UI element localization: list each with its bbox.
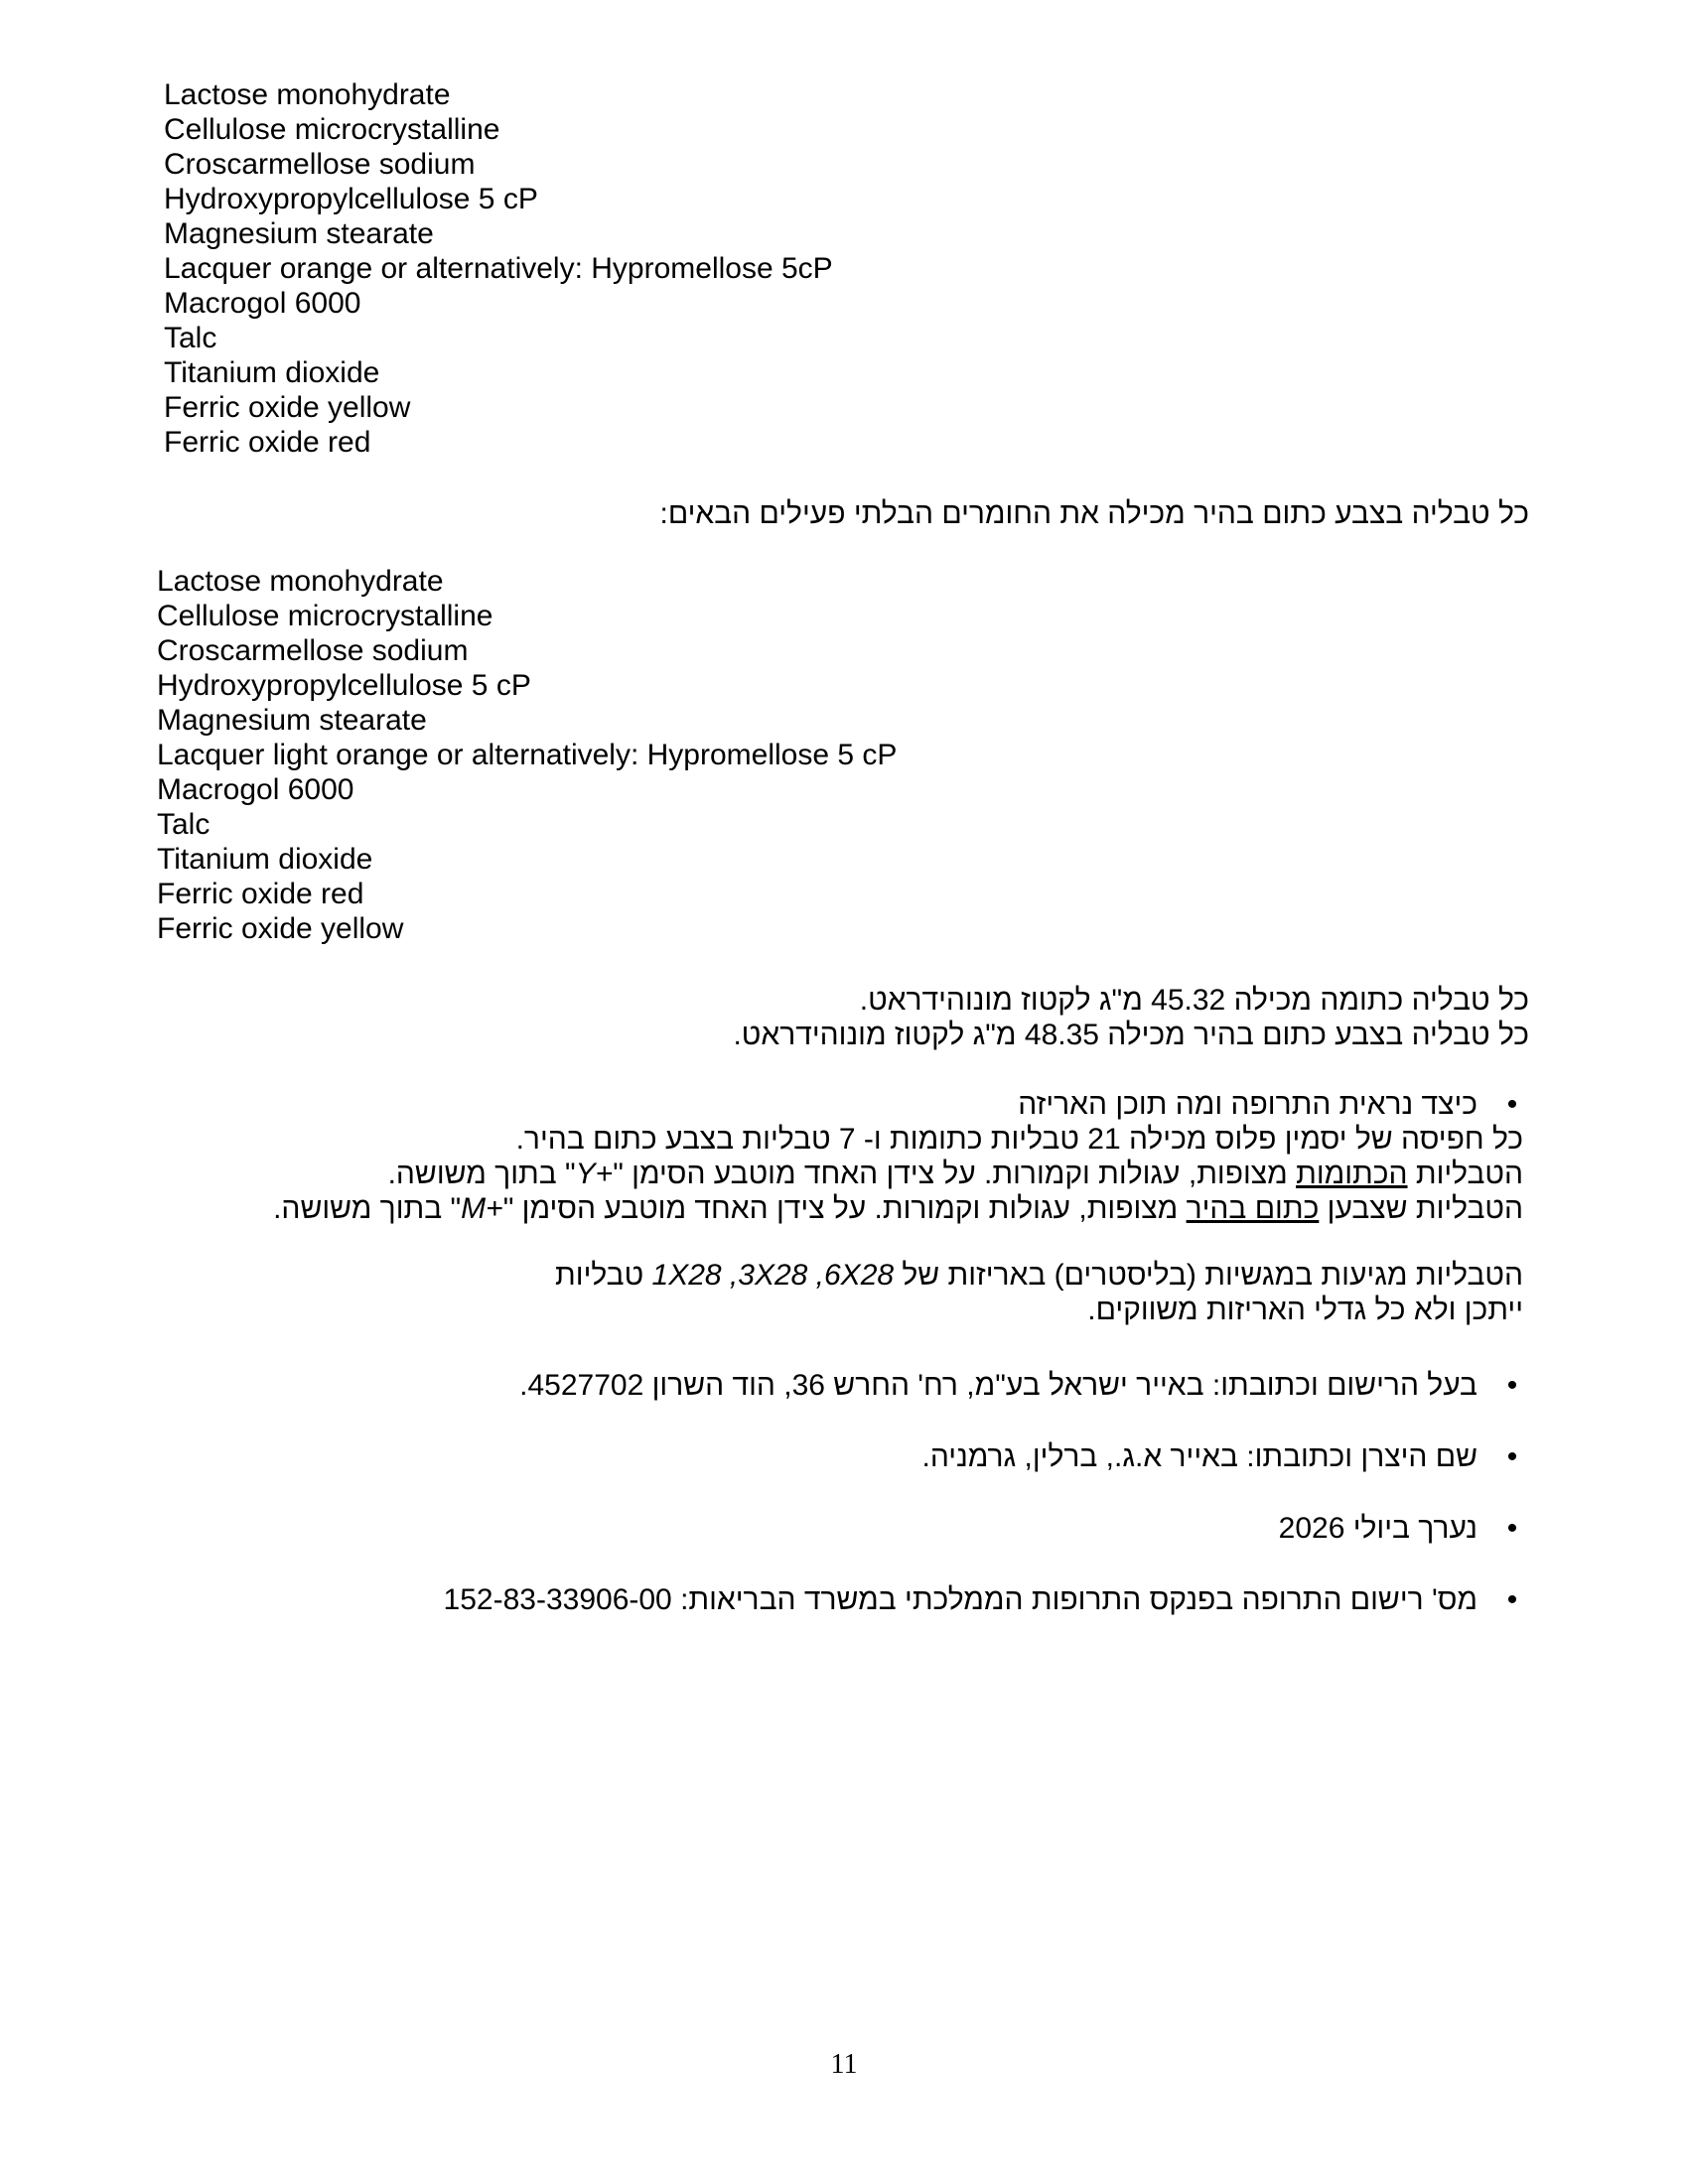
bullet-icon: •: [1506, 1088, 1518, 1121]
bullet-icon: •: [1506, 1440, 1518, 1473]
edited-date: [1279, 1511, 1523, 1546]
registration-number: [444, 1582, 1523, 1617]
ingredients-list-light-orange: [157, 564, 897, 946]
ingredient-item: Cellulose microcrystalline: [164, 113, 500, 146]
text-run: הטבליות: [1407, 1158, 1523, 1190]
appearance-title: כיצד נראית התרופה ומה תוכן האריזה: [1018, 1088, 1477, 1121]
imprint-mark: Y+: [575, 1158, 614, 1190]
text-run: מצופות, עגולות וקמורות. על צידן האחד מוטבע הסימן ": [502, 1192, 1187, 1225]
imprint-mark: M+: [461, 1192, 503, 1225]
pack-sizes-line: [555, 1258, 1523, 1293]
lactose-light-orange: כל טבליה בצבע כתום בהיר מכילה 48.35 מ"ג לקטוז מונוהידראט.: [733, 1019, 1529, 1051]
pack-size-values: 1X28 ,3X28 ,6X28: [651, 1259, 895, 1292]
ingredient-item: Cellulose microcrystalline: [157, 600, 493, 632]
appearance-body: [273, 1122, 1523, 1226]
appearance-light-orange: [273, 1191, 1523, 1226]
pack-sizes-note: ייתכן ולא כל גדלי האריזות משווקים.: [1087, 1294, 1523, 1326]
text-run: מצופות, עגולות וקמורות. על צידן האחד מוטבע הסימן ": [613, 1158, 1297, 1190]
edited-text: נערך ביולי 2026: [1278, 1512, 1477, 1545]
ingredient-item: Talc: [157, 808, 211, 841]
page-number: 11: [830, 2049, 858, 2080]
underlined-text: הכתומות: [1296, 1158, 1408, 1190]
bullet-icon: •: [1506, 1583, 1518, 1616]
appearance-section: [1018, 1087, 1523, 1122]
registration-holder: [519, 1368, 1523, 1403]
intro-light-orange: כל טבליה בצבע כתום בהיר מכילה את החומרים הבלתי פעילים הבאים:: [659, 497, 1529, 530]
ingredients-list-orange: [164, 77, 833, 460]
bullet-icon: •: [1506, 1512, 1518, 1545]
text-run: " בתוך משושה.: [273, 1192, 462, 1225]
ingredient-item: Magnesium stearate: [164, 217, 434, 250]
ingredient-item: Croscarmellose sodium: [164, 148, 476, 181]
ingredient-item: Magnesium stearate: [157, 704, 427, 737]
ingredient-item: Lactose monohydrate: [157, 565, 444, 598]
text-run: הטבליות מגיעות במגשיות (בליסטרים) באריזות של: [894, 1259, 1523, 1292]
pack-sizes: [555, 1258, 1523, 1327]
ingredient-item: Titanium dioxide: [157, 843, 373, 876]
ingredient-item: Titanium dioxide: [164, 356, 380, 389]
ingredient-item: Lacquer light orange or alternatively: Hypromellose 5 cP: [157, 739, 898, 771]
ingredient-item: Lactose monohydrate: [164, 78, 451, 111]
ingredient-item: Lacquer orange or alternatively: Hypromellose 5cP: [164, 252, 833, 285]
ingredient-item: Ferric oxide yellow: [157, 912, 404, 945]
ingredient-item: Ferric oxide red: [164, 426, 371, 459]
text-run: טבליות: [555, 1259, 652, 1292]
ingredient-item: Hydroxypropylcellulose 5 cP: [164, 183, 538, 215]
ingredient-item: Ferric oxide red: [157, 878, 364, 910]
bullet-icon: •: [1506, 1369, 1518, 1402]
manufacturer-text: שם היצרן וכתובתו: באייר א.ג., ברלין, גרמניה.: [921, 1440, 1477, 1473]
ingredient-item: Ferric oxide yellow: [164, 391, 411, 424]
ingredient-item: Croscarmellose sodium: [157, 634, 469, 667]
lactose-content: [733, 983, 1529, 1052]
ingredient-item: Hydroxypropylcellulose 5 cP: [157, 669, 531, 702]
registration-text: מס' רישום התרופה בפנקס התרופות הממלכתי במשרד הבריאות: 152-83-33906-00: [443, 1583, 1477, 1616]
ingredient-item: Macrogol 6000: [164, 287, 361, 320]
ingredient-item: Macrogol 6000: [157, 773, 354, 806]
appearance-orange: [273, 1157, 1523, 1191]
appearance-blister: כל חפיסה של יסמין פלוס מכילה 21 טבליות כתומות ו- 7 טבליות בצבע כתום בהיר.: [515, 1123, 1523, 1156]
underlined-text: כתום בהיר: [1186, 1192, 1320, 1225]
text-run: " בתוך משושה.: [387, 1158, 576, 1190]
ingredient-item: Talc: [164, 322, 217, 354]
manufacturer: [922, 1439, 1523, 1474]
holder-text: בעל הרישום וכתובתו: באייר ישראל בע"מ, רח' החרש 36, הוד השרון 4527702.: [519, 1369, 1477, 1402]
text-run: הטבליות שצבען: [1319, 1192, 1523, 1225]
lactose-orange: כל טבליה כתומה מכילה 45.32 מ"ג לקטוז מונוהידראט.: [859, 984, 1529, 1017]
